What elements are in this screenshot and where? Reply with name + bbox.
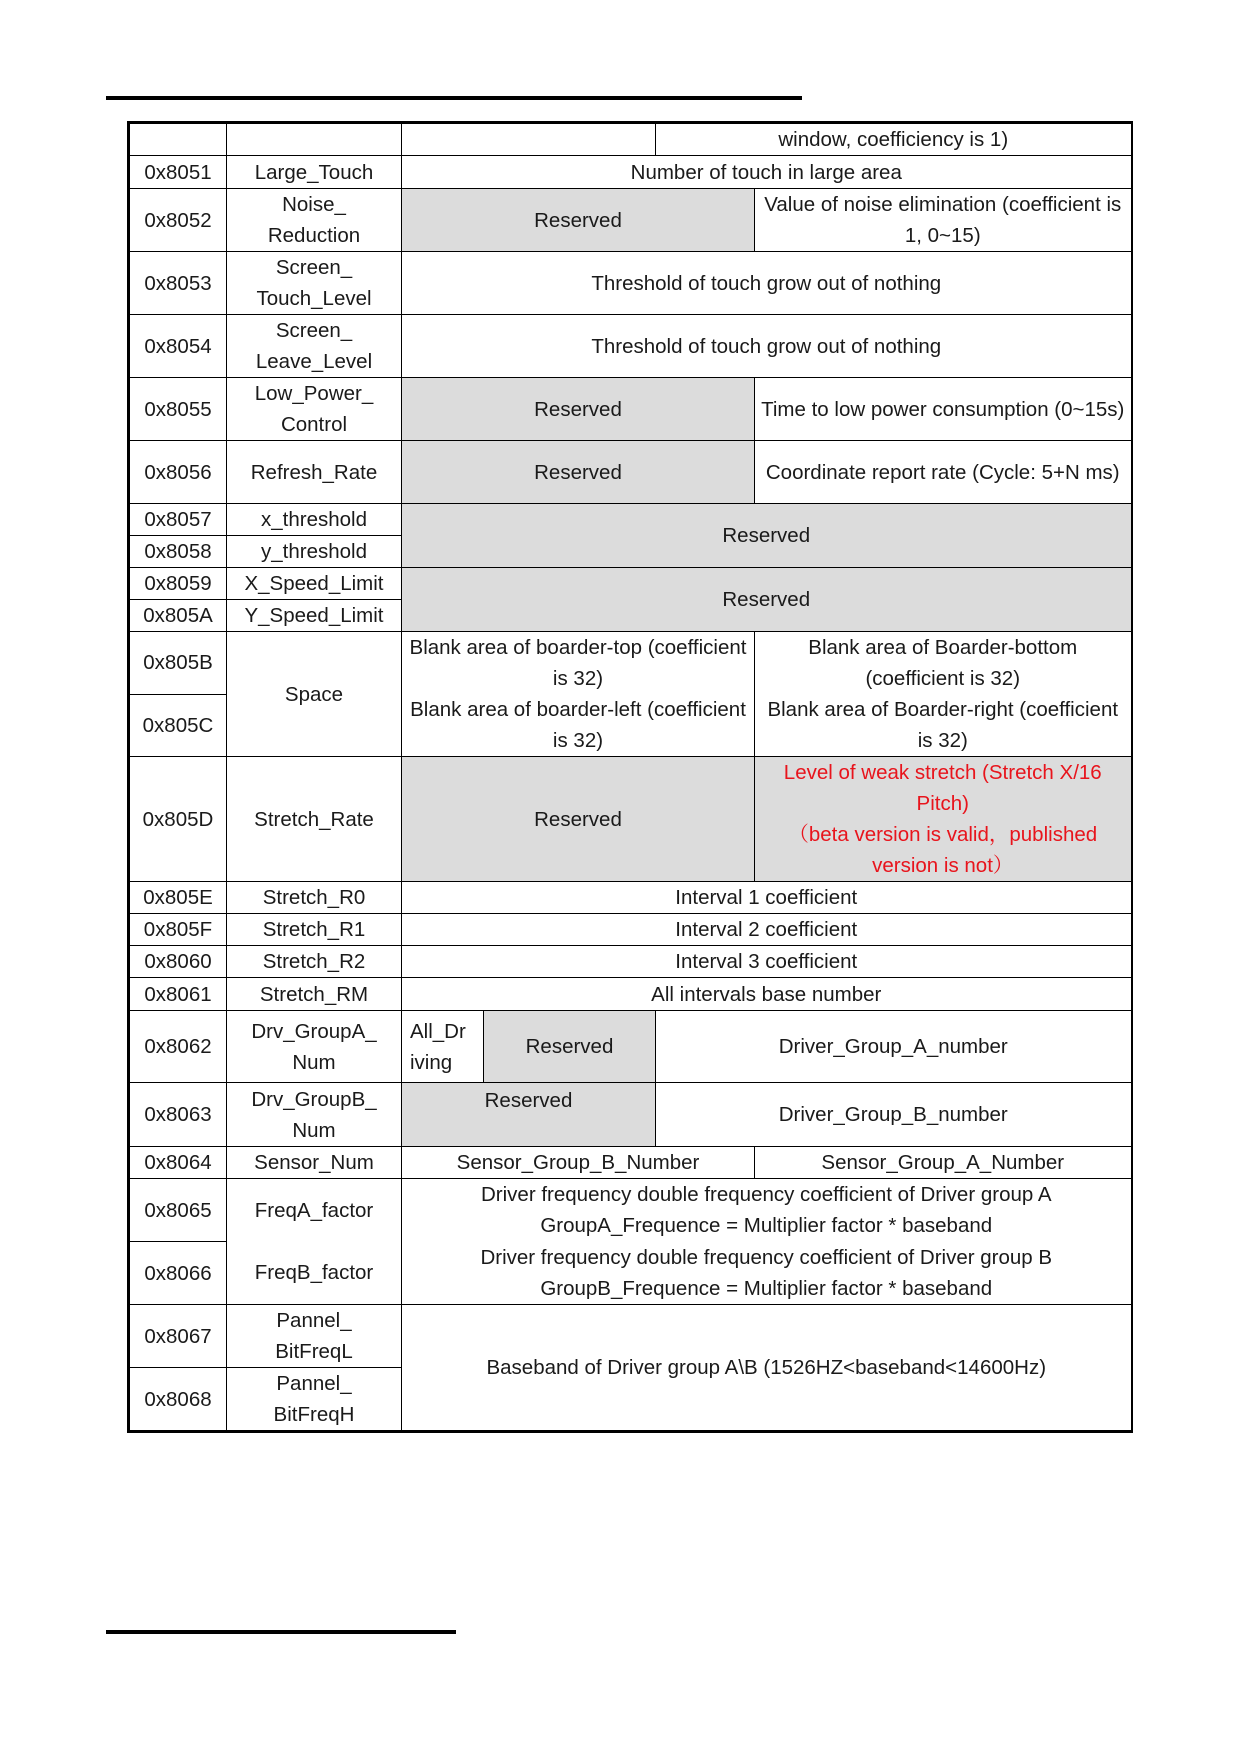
cell-address: 0x8057: [129, 504, 227, 536]
cell-empty: [402, 123, 656, 156]
table-row: [129, 156, 1132, 189]
cell-name: Y_Speed_Limit: [227, 600, 402, 632]
cell-desc: Driver_Group_B_number: [656, 1083, 1132, 1147]
cell-reserved: Reserved: [402, 568, 1132, 632]
table-row: [129, 757, 1132, 882]
cell-desc: All intervals base number: [402, 978, 1132, 1011]
table-row: [129, 378, 1132, 441]
cell-name: Large_Touch: [227, 156, 402, 189]
cell-name: Screen_ Leave_Level: [227, 315, 402, 378]
cell-name: Low_Power_ Control: [227, 378, 402, 441]
cell-address: 0x8052: [129, 189, 227, 252]
cell-desc: Coordinate report rate (Cycle: 5+N ms): [755, 441, 1132, 504]
cell-name: Refresh_Rate: [227, 441, 402, 504]
cell-address: 0x8056: [129, 441, 227, 504]
table-row: [129, 189, 1132, 252]
cell-address: 0x8068: [129, 1368, 227, 1432]
cell-name: y_threshold: [227, 536, 402, 568]
cell-reserved: Reserved: [402, 441, 755, 504]
table-row: [129, 252, 1132, 315]
cell-left: Sensor_Group_B_Number: [402, 1147, 755, 1179]
cell-address: 0x805C: [129, 694, 227, 757]
cell-name: Pannel_ BitFreqH: [227, 1368, 402, 1432]
cell-address: 0x8063: [129, 1083, 227, 1147]
freq-formula-line: GroupA_Frequence = Multiplier factor * baseband: [540, 1214, 993, 1238]
table-row: [129, 1305, 1132, 1368]
cell-desc: Number of touch in large area: [402, 156, 1132, 189]
cell-address: 0x8059: [129, 568, 227, 600]
cell-desc: Driver_Group_A_number: [656, 1011, 1132, 1083]
cell-right: Blank area of Boarder-right (coefficient is 32): [755, 694, 1132, 757]
cell-reserved: Reserved: [484, 1011, 656, 1083]
cell-desc-highlight: [755, 757, 1132, 882]
cell-flag: All_Dr iving: [402, 1011, 484, 1083]
cell-desc: Interval 3 coefficient: [402, 946, 1132, 978]
cell-address: 0x805B: [129, 632, 227, 695]
freq-desc-line: Driver frequency double frequency coefficient of Driver group A: [481, 1183, 1052, 1207]
cell-name: Noise_ Reduction: [227, 189, 402, 252]
cell-name: Drv_GroupB_ Num: [227, 1083, 402, 1147]
cell-name: Drv_GroupA_ Num: [227, 1011, 402, 1083]
cell-name: Stretch_RM: [227, 978, 402, 1011]
table-row: [129, 914, 1132, 946]
table-row: [129, 1179, 1132, 1242]
table-row: [129, 882, 1132, 914]
cell-address: 0x8065: [129, 1179, 227, 1242]
table-row: [129, 978, 1132, 1011]
table-row: [129, 315, 1132, 378]
cell-reserved: Reserved: [402, 189, 755, 252]
cell-name: FreqA_factor: [227, 1179, 402, 1242]
table-row: [129, 441, 1132, 504]
cell-address: 0x8051: [129, 156, 227, 189]
table-row: [129, 1011, 1132, 1083]
cell-address: 0x8061: [129, 978, 227, 1011]
cell-left: Blank area of boarder-top (coefficient is 32): [402, 632, 755, 695]
cell-address: 0x8060: [129, 946, 227, 978]
cell-desc: [402, 1242, 1132, 1305]
cell-address: 0x8067: [129, 1305, 227, 1368]
cell-desc: Threshold of touch grow out of nothing: [402, 252, 1132, 315]
stretch-desc-line: Level of weak stretch (Stretch X/16 Pitch): [783, 761, 1102, 815]
cell-name: Stretch_R1: [227, 914, 402, 946]
cell-address: 0x8053: [129, 252, 227, 315]
header-rule: [106, 96, 802, 100]
cell-address: 0x805D: [129, 757, 227, 882]
beta-note: （beta version is valid，published version is not）: [788, 823, 1098, 877]
cell-address: 0x8066: [129, 1242, 227, 1305]
cell-name: Stretch_R0: [227, 882, 402, 914]
cell-desc: Value of noise elimination (coefficient is 1, 0~15): [755, 189, 1132, 252]
cell-left: Blank area of boarder-left (coefficient is 32): [402, 694, 755, 757]
table-row: [129, 1147, 1132, 1179]
cell-reserved: Reserved: [402, 504, 1132, 568]
cell-desc: Interval 2 coefficient: [402, 914, 1132, 946]
cell-name: X_Speed_Limit: [227, 568, 402, 600]
table-row: [129, 1083, 1132, 1147]
register-table: [127, 121, 1133, 1433]
freq-formula-line: GroupB_Frequence = Multiplier factor * baseband: [540, 1276, 993, 1300]
cell-desc: Time to low power consumption (0~15s): [755, 378, 1132, 441]
freq-desc-line: Driver frequency double frequency coefficient of Driver group B: [480, 1245, 1053, 1269]
cell-address: 0x8055: [129, 378, 227, 441]
cell-right: Blank area of Boarder-bottom (coefficient is 32): [755, 632, 1132, 695]
cell-address: 0x8062: [129, 1011, 227, 1083]
cell-empty: [129, 123, 227, 156]
table-row: [129, 568, 1132, 600]
cell-name: Sensor_Num: [227, 1147, 402, 1179]
table-row: [129, 946, 1132, 978]
cell-reserved: Reserved: [402, 757, 755, 882]
cell-address: 0x8064: [129, 1147, 227, 1179]
cell-name: Pannel_ BitFreqL: [227, 1305, 402, 1368]
cell-name: FreqB_factor: [227, 1242, 402, 1305]
cell-address: 0x805E: [129, 882, 227, 914]
cell-name: Stretch_Rate: [227, 757, 402, 882]
cell-reserved: Reserved: [402, 378, 755, 441]
table-row: [129, 632, 1132, 695]
cell-desc: window, coefficiency is 1): [656, 123, 1132, 156]
cell-address: 0x805F: [129, 914, 227, 946]
cell-address: 0x8058: [129, 536, 227, 568]
table-row: [129, 1242, 1132, 1305]
cell-name: Screen_ Touch_Level: [227, 252, 402, 315]
cell-name: x_threshold: [227, 504, 402, 536]
table-row: [129, 123, 1132, 156]
cell-address: 0x805A: [129, 600, 227, 632]
cell-desc: Threshold of touch grow out of nothing: [402, 315, 1132, 378]
cell-address: 0x8054: [129, 315, 227, 378]
cell-name: Stretch_R2: [227, 946, 402, 978]
cell-reserved: Reserved: [402, 1083, 656, 1147]
cell-right: Sensor_Group_A_Number: [755, 1147, 1132, 1179]
cell-desc: Interval 1 coefficient: [402, 882, 1132, 914]
footer-rule: [106, 1630, 456, 1634]
cell-desc: [402, 1179, 1132, 1242]
cell-name: Space: [227, 632, 402, 757]
cell-empty: [227, 123, 402, 156]
table-row: [129, 504, 1132, 536]
cell-desc: Baseband of Driver group A\B (1526HZ<baseband<14600Hz): [402, 1305, 1132, 1432]
